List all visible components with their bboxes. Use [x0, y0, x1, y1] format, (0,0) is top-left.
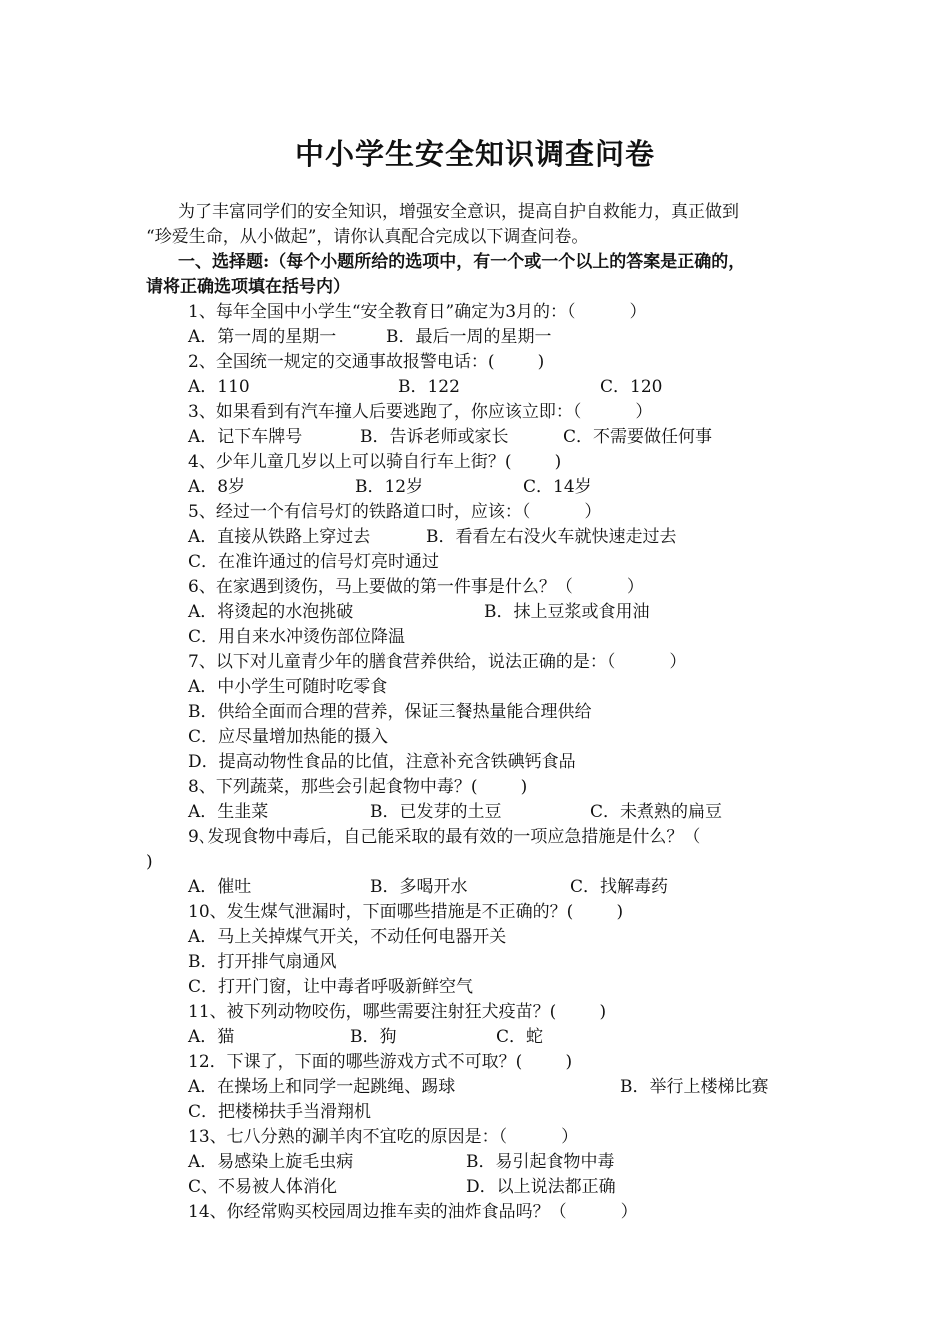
q4-option-b: B．12岁	[355, 477, 424, 497]
section-heading-line-1: 一、选择题:（每个小题所给的选项中，有一个或一个以上的答案是正确的，	[178, 252, 746, 272]
q7-option-a: A．中小学生可随时吃零食	[188, 677, 388, 697]
q13-option-d: D．以上说法都正确	[466, 1177, 616, 1197]
q6-option-b: B．抹上豆浆或食用油	[484, 602, 650, 622]
q7-option-c: C．应尽量增加热能的摄入	[188, 727, 389, 747]
q1-option-a: A．第一周的星期一	[188, 327, 337, 347]
q10-option-a: A．马上关掉煤气开关，不动任何电器开关	[188, 927, 507, 947]
q4-option-a: A．8岁	[188, 477, 246, 497]
question-1: 1、每年全国中小学生“安全教育日”确定为3月的：（ ）	[188, 302, 647, 322]
q3-option-c: C．不需要做任何事	[563, 427, 713, 447]
q3-option-a: A．记下车牌号	[188, 427, 303, 447]
q10-option-b: B．打开排气扇通风	[188, 952, 337, 972]
q11-option-c: C．蛇	[496, 1027, 544, 1047]
section-heading-line-2: 请将正确选项填在括号内）	[146, 277, 350, 297]
q9-option-c: C．找解毒药	[570, 877, 669, 897]
q5-option-b: B．看看左右没火车就快速走过去	[426, 527, 677, 547]
question-9: 9､发现食物中毒后，自己能采取的最有效的一项应急措施是什么？（	[188, 827, 701, 847]
q7-option-d: D．提高动物性食品的比值，注意补充含铁碘钙食品	[188, 752, 576, 772]
q10-option-c: C．打开门窗，让中毒者呼吸新鲜空气	[188, 977, 474, 997]
q2-option-a: A．110	[188, 377, 250, 397]
q12-option-c: C．把楼梯扶手当滑翔机	[188, 1102, 372, 1122]
q5-option-c: C．在准许通过的信号灯亮时通过	[188, 552, 440, 572]
q8-option-c: C．未煮熟的扁豆	[590, 802, 723, 822]
q7-option-b: B．供给全面而合理的营养，保证三餐热量能合理供给	[188, 702, 592, 722]
question-12: 12．下课了，下面的哪些游戏方式不可取？( )	[188, 1052, 573, 1072]
intro-line-1: 为了丰富同学们的安全知识，增强安全意识，提高自护自救能力，真正做到	[178, 202, 739, 222]
q6-option-a: A．将烫起的水泡挑破	[188, 602, 354, 622]
q13-option-b: B．易引起食物中毒	[466, 1152, 615, 1172]
intro-line-2: “珍爱生命，从小做起”，请你认真配合完成以下调查问卷。	[146, 227, 589, 247]
q13-option-a: A．易感染上旋毛虫病	[188, 1152, 354, 1172]
question-10: 10、发生煤气泄漏时，下面哪些措施是不正确的？( )	[188, 902, 624, 922]
question-9-continuation: )	[146, 852, 153, 872]
question-14: 14、你经常购买校园周边推车卖的油炸食品吗？（ ）	[188, 1202, 638, 1222]
q6-option-c: C．用自来水冲烫伤部位降温	[188, 627, 406, 647]
document-title: 中小学生安全知识调查问卷	[294, 137, 655, 171]
question-6: 6、在家遇到烫伤，马上要做的第一件事是什么？（ ）	[188, 577, 644, 597]
q3-option-b: B．告诉老师或家长	[360, 427, 509, 447]
question-13: 13、七八分熟的涮羊肉不宜吃的原因是：（ ）	[188, 1127, 579, 1147]
q2-option-b: B．122	[398, 377, 460, 397]
q2-option-c: C．120	[600, 377, 663, 397]
question-4: 4、少年儿童几岁以上可以骑自行车上街？( )	[188, 452, 562, 472]
question-5: 5、经过一个有信号灯的铁路道口时，应该：（ ）	[188, 502, 602, 522]
question-2: 2、全国统一规定的交通事故报警电话：( )	[188, 352, 545, 372]
q4-option-c: C．14岁	[523, 477, 592, 497]
q5-option-a: A．直接从铁路上穿过去	[188, 527, 371, 547]
q9-option-a: A．催吐	[188, 877, 252, 897]
question-8: 8、下列蔬菜，那些会引起食物中毒？( )	[188, 777, 528, 797]
q1-option-b: B．最后一周的星期一	[386, 327, 552, 347]
q12-option-a: A．在操场上和同学一起跳绳、踢球	[188, 1077, 456, 1097]
q9-option-b: B．多喝开水	[370, 877, 468, 897]
q13-option-c: C、不易被人体消化	[188, 1177, 338, 1197]
q8-option-b: B．已发芽的土豆	[370, 802, 502, 822]
q11-option-a: A．猫	[188, 1027, 235, 1047]
q11-option-b: B．狗	[350, 1027, 397, 1047]
question-7: 7、以下对儿童青少年的膳食营养供给，说法正确的是：（ ）	[188, 652, 687, 672]
question-3: 3、如果看到有汽车撞人后要逃跑了，你应该立即：（ ）	[188, 402, 653, 422]
q8-option-a: A．生韭菜	[188, 802, 269, 822]
question-11: 11、被下列动物咬伤，哪些需要注射狂犬疫苗？( )	[188, 1002, 607, 1022]
q12-option-b: B．举行上楼梯比赛	[620, 1077, 769, 1097]
